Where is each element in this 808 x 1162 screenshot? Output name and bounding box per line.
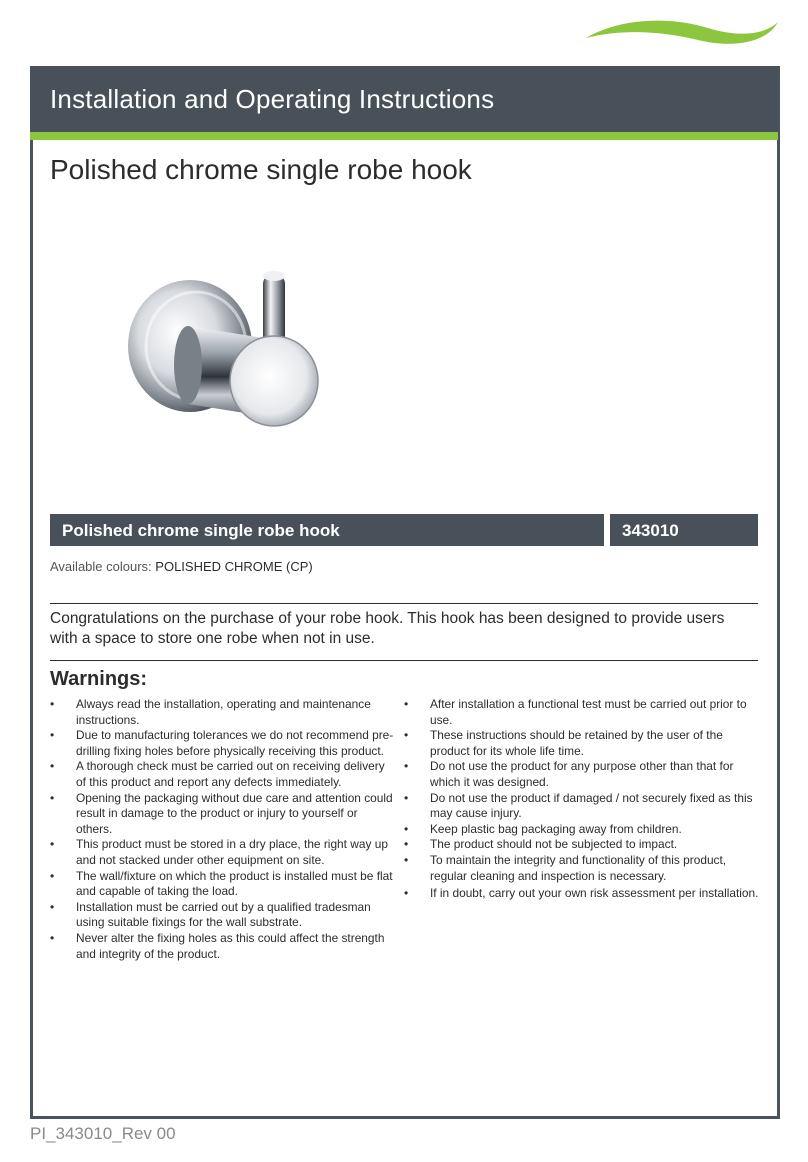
warning-item: • The product should not be subjected to impact. bbox=[404, 837, 759, 853]
robe-hook-image bbox=[88, 200, 356, 500]
warning-item: • Always read the installation, operating and maintenance instructions. bbox=[50, 697, 395, 728]
warning-item: • Due to manufacturing tolerances we do not recommend pre-drilling fixing holes before physically receiving this product. bbox=[50, 728, 395, 759]
warning-item: • To maintain the integrity and functionality of this product, regular cleaning and inspection is necessary. bbox=[404, 853, 759, 884]
warning-item: • If in doubt, carry out your own risk assessment per installation. bbox=[404, 886, 759, 902]
divider-bottom bbox=[50, 660, 758, 661]
warnings-list-left bbox=[50, 697, 395, 962]
brand-swoosh-logo bbox=[580, 14, 780, 48]
product-title: Polished chrome single robe hook bbox=[50, 154, 472, 185]
warnings-heading: Warnings: bbox=[50, 668, 148, 690]
page-header bbox=[30, 66, 778, 132]
warning-item: • Installation must be carried out by a qualified tradesman using suitable fixings for the wall substrate. bbox=[50, 900, 395, 931]
colours-label: Available colours: bbox=[50, 559, 152, 574]
warning-item: • These instructions should be retained by the user of the product for its whole life time. bbox=[404, 728, 759, 759]
product-code-bar bbox=[610, 514, 758, 546]
divider-top bbox=[50, 603, 758, 604]
header-title: Installation and Operating Instructions bbox=[50, 84, 495, 114]
available-colours bbox=[50, 559, 313, 574]
warning-item: • After installation a functional test must be carried out prior to use. bbox=[404, 697, 759, 728]
warning-item: • Opening the packaging without due care and attention could result in damage to the product or injury to yourself or others. bbox=[50, 791, 395, 838]
header-accent-bar bbox=[30, 132, 778, 140]
product-name-label: Polished chrome single robe hook bbox=[62, 521, 340, 540]
warning-item: • A thorough check must be carried out on receiving delivery of this product and report any defects immediately. bbox=[50, 759, 395, 790]
warning-item: • Do not use the product if damaged / not securely fixed as this may cause injury. bbox=[404, 791, 759, 822]
warning-item: • Never alter the fixing holes as this could affect the strength and integrity of the product. bbox=[50, 931, 395, 962]
warnings-list-right bbox=[404, 697, 759, 902]
colours-value: POLISHED CHROME (CP) bbox=[155, 559, 313, 574]
warning-item: • This product must be stored in a dry place, the right way up and not stacked under other equipment on site. bbox=[50, 837, 395, 868]
product-name-bar bbox=[50, 514, 604, 546]
intro-text: Congratulations on the purchase of your robe hook. This hook has been designed to provide users with a space to store one robe when not in use. bbox=[50, 610, 725, 647]
warning-item: • Do not use the product for any purpose other than that for which it was designed. bbox=[404, 759, 759, 790]
warning-item: • The wall/fixture on which the product is installed must be flat and capable of taking the load. bbox=[50, 869, 395, 900]
warning-item: • Keep plastic bag packaging away from children. bbox=[404, 822, 759, 838]
product-code-label: 343010 bbox=[622, 521, 679, 540]
document-reference: PI_343010_Rev 00 bbox=[30, 1124, 176, 1143]
